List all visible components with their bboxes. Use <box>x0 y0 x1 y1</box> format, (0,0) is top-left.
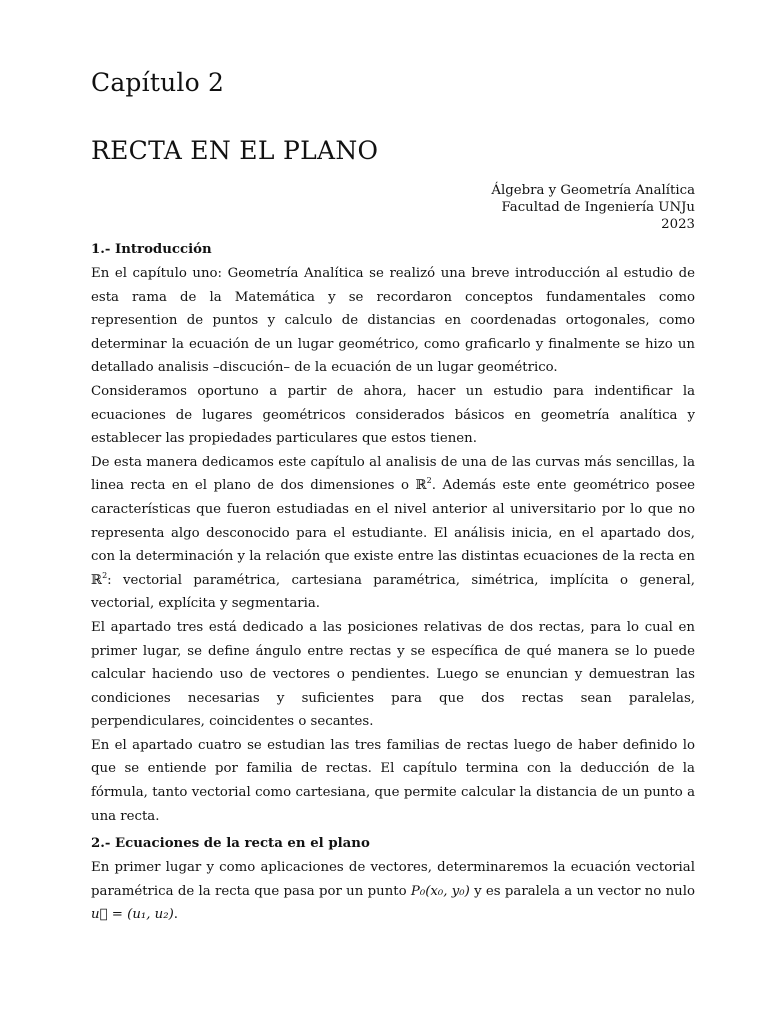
paragraph-text: De esta manera dedicamos este capítulo al analisis de una de las curvas más sencillas, la linea recta en el plano de dos dimensiones o <box>91 454 695 494</box>
paragraph <box>91 451 695 616</box>
paragraph: El apartado tres está dedicado a las posiciones relativas de dos rectas, para lo cual en primer lugar, se define ángulo entre rectas y se específica de qué manera se lo puede calcular haciendo uso de vectores o pendientes. Luego se enuncian y demuestran las condiciones necesarias y suficientes para que dos rectas sean paralelas, perpendiculares, coincidentes o secantes. <box>91 619 695 730</box>
real-numbers-symbol: ℝ <box>91 572 103 588</box>
chapter-title: RECTA EN EL PLANO <box>91 136 379 165</box>
chapter-label: Capítulo 2 <box>91 68 225 97</box>
paragraph: En el apartado cuatro se estudian las tres familias de rectas luego de haber definido lo que se entiende por familia de rectas. El capítulo termina con la deducción de la fórmula, tanto vectorial como cartesiana, que permite calcular la distancia de un punto a una recta. <box>91 737 695 824</box>
r2-symbol <box>416 478 432 493</box>
paragraph-text: : vectorial paramétrica, cartesiana paramétrica, simétrica, implícita o general, vectorial, explícita y segmentaria. <box>91 572 695 612</box>
section-heading-introduccion: 1.- Introducción <box>91 242 212 257</box>
r2-symbol <box>91 570 108 588</box>
paragraph-text: y es paralela a un vector no nulo <box>469 883 695 899</box>
course-name: Álgebra y Geometría Analítica <box>491 183 695 198</box>
paragraph: Consideramos oportuno a partir de ahora, hacer un estudio para indentificar la ecuaciones de lugares geométricos considerados básicos en geometría analítica y establecer las propiedades particulares que estos tienen. <box>91 383 695 447</box>
real-numbers-symbol: ℝ <box>415 478 427 494</box>
point-formula: P₀(x₀, y₀) <box>410 883 470 899</box>
document-body <box>91 240 695 927</box>
course-info <box>491 182 695 233</box>
paragraph-text: . Además este ente geométrico posee características que fueron estudiadas en el nivel anterior al universitario por lo que no representa algo desconocido para el estudiante. El análisis inicia, en el apartado dos, con la determinación y la relación que existe entre las distintas ecuaciones de la recta en <box>91 478 695 565</box>
vector-formula: u⃗ = (u₁, u₂) <box>91 907 174 923</box>
section-heading-ecuaciones: 2.- Ecuaciones de la recta en el plano <box>91 836 370 852</box>
institution-name: Facultad de Ingeniería UNJu <box>501 200 695 215</box>
paragraph <box>91 856 695 927</box>
paragraph-text: . <box>173 907 178 923</box>
paragraph: En el capítulo uno: Geometría Analítica se realizó una breve introducción al estudio de esta rama de la Matemática y se recordaron conceptos fundamentales como represention de puntos y calculo de distancias en coordenadas ortogonales, como determinar la ecuación de un lugar geométrico, como graficarlo y finalmente se hizo un detallado analisis –discución– de la ecuación de un lugar geométrico. <box>91 266 695 376</box>
paragraph-text: En primer lugar y como aplicaciones de vectores, determinaremos la ecuación vectorial paramétrica de la recta que pasa por un punto <box>91 860 695 899</box>
year: 2023 <box>661 217 695 232</box>
exponent: 2 <box>102 570 108 580</box>
exponent: 2 <box>426 476 432 486</box>
